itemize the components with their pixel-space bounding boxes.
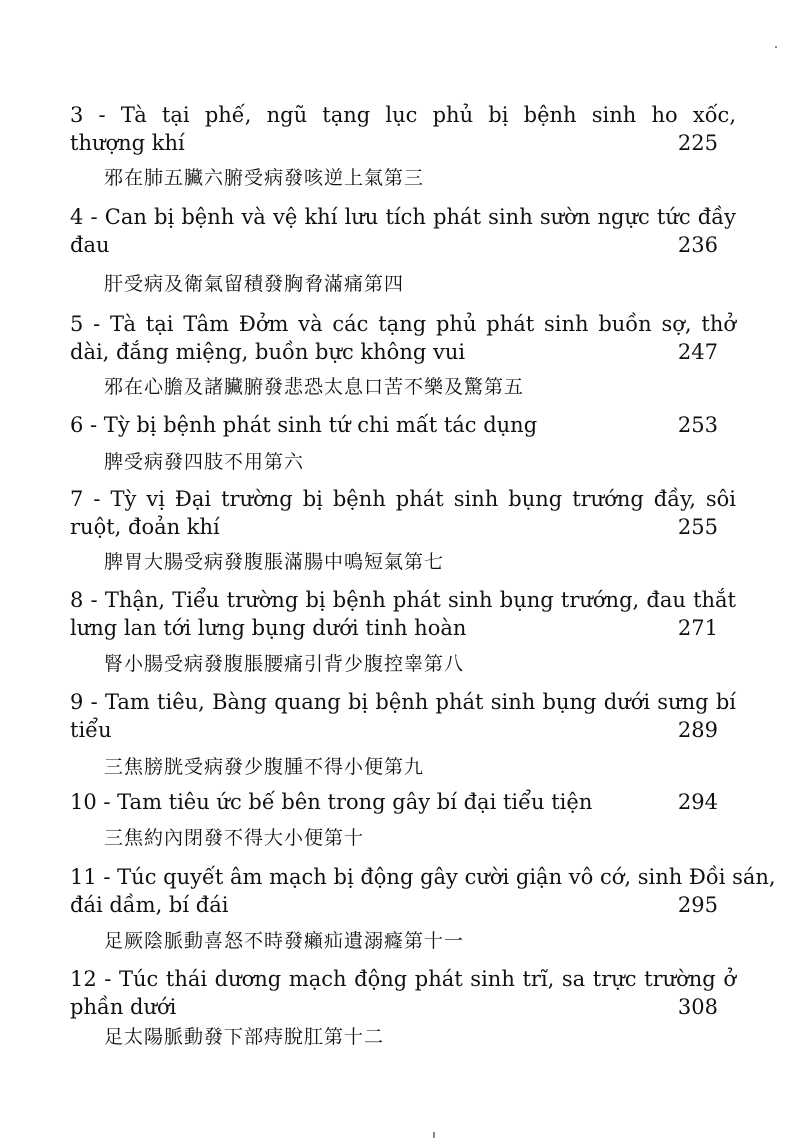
entry-title-line2: phần dưới (70, 995, 177, 1019)
scan-speck (775, 46, 777, 48)
chinese-title: 脾胃大腸受病發腹脹滿腸中鳴短氣第七 (104, 551, 445, 573)
entry-title-line: 10 - Tam tiêu ức bế bên trong gây bí đại tiểu tiện (70, 790, 593, 814)
toc-entry-6 (70, 411, 736, 439)
entry-title-line: 3 - Tà tại phế, ngũ tạng lục phủ bị bệnh sinh ho xốc, (70, 103, 736, 127)
entry-title-single (70, 411, 736, 439)
chinese-title: 脾受病發四肢不用第六 (104, 451, 305, 473)
entry-title-line2: dài, đắng miệng, buồn bực không vui (70, 340, 466, 364)
entry-title-continuation (70, 231, 736, 259)
page-number: 289 (677, 718, 718, 742)
page-number: 308 (677, 995, 718, 1019)
page-number: 247 (677, 340, 718, 364)
entry-title-line2: ruột, đoản khí (70, 515, 220, 539)
chinese-title: 三焦膀胱受病發少腹腫不得小便第九 (104, 756, 425, 778)
entry-title-line2: thượng khí (70, 131, 185, 155)
entry-title-continuation (70, 993, 736, 1021)
page-number: 295 (677, 893, 718, 917)
page-number: 253 (677, 413, 718, 437)
chinese-title: 足厥陰脈動喜怒不時發癩疝遺溺癃第十一 (104, 930, 465, 952)
entry-title-line2: đái dầm, bí đái (70, 893, 229, 917)
chinese-title: 腎小腸受病發腹脹腰痛引背少腹控睾第八 (104, 653, 465, 675)
entry-title-continuation (70, 338, 736, 366)
scan-speck (433, 1132, 435, 1138)
entry-title-line2: lưng lan tới lưng bụng dưới tinh hoàn (70, 616, 467, 640)
page-number: 294 (677, 790, 718, 814)
entry-title-line: 11 - Túc quyết âm mạch bị động gây cười giận vô cớ, sinh Đồi sán, (70, 865, 776, 889)
chinese-title: 三焦約內閉發不得大小便第十 (104, 827, 365, 849)
page-number: 255 (677, 515, 718, 539)
entry-title-line2: đau (70, 233, 110, 257)
entry-title-line: 12 - Túc thái dương mạch động phát sinh trĩ, sa trực trường ở (70, 967, 736, 991)
entry-title-line: 9 - Tam tiêu, Bàng quang bị bệnh phát sinh bụng dưới sưng bí (70, 690, 736, 714)
entry-title-continuation (70, 891, 736, 919)
toc-entry-12 (70, 965, 736, 1021)
chinese-title: 邪在心膽及諸臟腑發悲恐太息口苦不樂及驚第五 (104, 376, 525, 398)
chinese-title: 邪在肺五臟六腑受病發咳逆上氣第三 (104, 167, 425, 189)
entry-title-continuation (70, 129, 736, 157)
entry-title-continuation (70, 716, 736, 744)
entry-title-line: 7 - Tỳ vị Đại trường bị bệnh phát sinh bụng trướng đầy, sôi (70, 487, 736, 511)
entry-title-single (70, 788, 736, 816)
entry-title-line: 6 - Tỳ bị bệnh phát sinh tứ chi mất tác dụng (70, 413, 538, 437)
toc-entry-8 (70, 586, 736, 642)
toc-entry-11 (70, 863, 776, 919)
toc-entry-7 (70, 485, 736, 541)
entry-title-continuation (70, 513, 736, 541)
entry-title-continuation (70, 614, 736, 642)
page-number: 236 (677, 233, 718, 257)
entry-title-line: 8 - Thận, Tiểu trường bị bệnh phát sinh bụng trướng, đau thắt (70, 588, 736, 612)
entry-title-line: 5 - Tà tại Tâm Đởm và các tạng phủ phát sinh buồn sợ, thở (70, 312, 736, 336)
toc-entry-9 (70, 688, 736, 744)
entry-title-line: 4 - Can bị bệnh và vệ khí lưu tích phát sinh sườn ngực tức đầy (70, 205, 736, 229)
toc-entry-10 (70, 788, 736, 816)
page-number: 225 (677, 131, 718, 155)
toc-entry-4 (70, 203, 736, 259)
toc-entry-5 (70, 310, 736, 366)
entry-title-line2: tiểu (70, 718, 112, 742)
chinese-title: 肝受病及衛氣留積發胸脅滿痛第四 (104, 273, 405, 295)
chinese-title: 足太陽脈動發下部痔脫肛第十二 (104, 1026, 385, 1048)
toc-entry-3 (70, 101, 736, 157)
page-number: 271 (677, 616, 718, 640)
